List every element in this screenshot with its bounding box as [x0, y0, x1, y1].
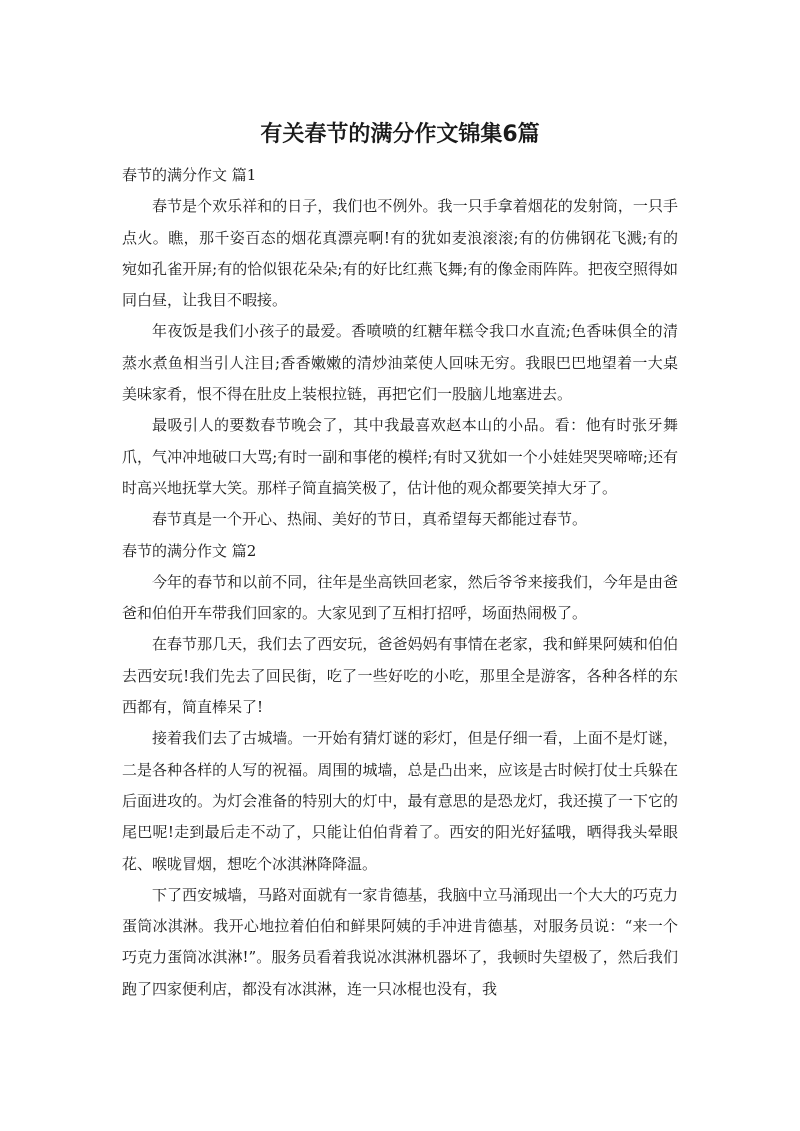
section-heading: 春节的满分作文 篇1	[122, 166, 257, 184]
paragraph: 最吸引人的要数春节晚会了，其中我最喜欢赵本山的小品。看：他有时张牙舞爪，气冲冲地破口大骂;有时一副和事佬的模样;有时又犹如一个小娃娃哭哭啼啼;还有时高兴地抚掌大笑。那样子简直搞笑极了，估计他的观众都要笑掉大牙了。	[122, 416, 678, 497]
paragraph: 下了西安城墙，马路对面就有一家肯德基，我脑中立马涌现出一个大大的巧克力蛋筒冰淇淋。我开心地拉着伯伯和鲜果阿姨的手冲进肯德基，对服务员说：“来一个巧克力蛋筒冰淇淋!”。服务员看着我说冰淇淋机器坏了，我顿时失望极了，然后我们跑了四家便利店，都没有冰淇淋，连一只冰棍也没有，我	[122, 885, 678, 998]
paragraph: 年夜饭是我们小孩子的最爱。香喷喷的红糖年糕令我口水直流;色香味俱全的清蒸水煮鱼相当引人注目;香香嫩嫩的清炒油菜使人回味无穷。我眼巴巴地望着一大桌美味家肴，恨不得在肚皮上装根拉链，再把它们一股脑儿地塞进去。	[122, 322, 678, 404]
essay-section-1	[122, 160, 678, 536]
paragraph: 春节真是一个开心、热闹、美好的节日，真希望每天都能过春节。	[152, 510, 588, 529]
essay-section-2	[122, 536, 678, 1005]
section-heading: 春节的满分作文 篇2	[122, 541, 257, 560]
paragraph: 接着我们去了古城墙。一开始有猜灯谜的彩灯，但是仔细一看，上面不是灯谜，二是各种各样的人写的祝福。周围的城墙，总是凸出来，应该是古时候打仗士兵躲在后面进攻的。为灯会准备的特别大的灯中，最有意思的是恐龙灯，我还摸了一下它的尾巴呢!走到最后走不动了，只能让伯伯背着了。西安的阳光好猛哦，晒得我头晕眼花、喉咙冒烟，想吃个冰淇淋降降温。	[122, 729, 678, 873]
document-body	[122, 160, 678, 1005]
paragraph: 今年的春节和以前不同，往年是坐高铁回老家，然后爷爷来接我们，今年是由爸爸和伯伯开车带我们回家的。大家见到了互相打招呼，场面热闹极了。	[122, 572, 678, 623]
paragraph: 春节是个欢乐祥和的日子，我们也不例外。我一只手拿着烟花的发射筒，一只手点火。瞧，那千姿百态的烟花真漂亮啊!有的犹如麦浪滚滚;有的仿佛钢花飞溅;有的宛如孔雀开屏;有的恰似银花朵朵;有的好比红燕飞舞;有的像金雨阵阵。把夜空照得如同白昼，让我目不暇接。	[122, 197, 678, 310]
document-title: 有关春节的满分作文锦集6篇	[260, 122, 540, 147]
paragraph: 在春节那几天，我们去了西安玩，爸爸妈妈有事情在老家，我和鲜果阿姨和伯伯去西安玩!我们先去了回民街，吃了一些好吃的小吃，那里全是游客，各种各样的东西都有，简直棒呆了!	[122, 635, 678, 717]
